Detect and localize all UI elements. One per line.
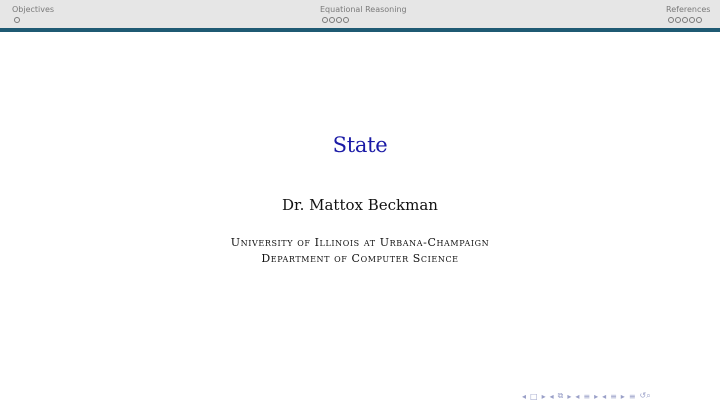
nav-sep-icon: ≡ <box>628 391 636 401</box>
frame-dot[interactable] <box>343 17 349 23</box>
nav-subsection-icon[interactable]: ⧉ <box>557 391 564 400</box>
nav-first-icon[interactable]: ◂ <box>522 391 527 401</box>
frame-dot[interactable] <box>14 17 20 23</box>
frame-dot[interactable] <box>682 17 688 23</box>
slide-institution: University of Illinois at Urbana-Champaign <box>230 236 490 249</box>
frame-dot[interactable] <box>696 17 702 23</box>
nav-section-icon[interactable]: ≡ <box>583 391 591 401</box>
nav-doc-next-icon[interactable]: ▸ <box>620 391 625 401</box>
nav-doc-prev-icon[interactable]: ◂ <box>602 391 607 401</box>
nav-section-prev-icon[interactable]: ◂ <box>575 391 580 401</box>
section-link-references[interactable]: References <box>666 5 711 14</box>
frame-dot[interactable] <box>322 17 328 23</box>
frame-dot[interactable] <box>675 17 681 23</box>
section-link-objectives[interactable]: Objectives <box>12 5 55 14</box>
header-rule <box>0 28 720 32</box>
nav-zoom-icon[interactable]: ↺⌕ <box>639 391 651 400</box>
section-link-equational-reasoning[interactable]: Equational Reasoning <box>320 5 407 14</box>
frame-dot[interactable] <box>329 17 335 23</box>
section-dots-equational-reasoning <box>322 17 349 23</box>
navigation-headline <box>0 0 720 28</box>
nav-section-next-icon[interactable]: ▸ <box>594 391 599 401</box>
nav-doc-icon[interactable]: ≡ <box>610 391 617 401</box>
slide-author: Dr. Mattox Beckman <box>282 196 438 214</box>
frame-dot[interactable] <box>668 17 674 23</box>
section-dots-objectives <box>14 17 20 23</box>
slide-department: Department of Computer Science <box>261 252 459 265</box>
frame-dot[interactable] <box>336 17 342 23</box>
nav-subsection-next-icon[interactable]: ▸ <box>567 391 572 401</box>
frame-dot[interactable] <box>689 17 695 23</box>
nav-frame-prev-icon[interactable]: □ <box>530 391 538 401</box>
nav-frame-next-icon[interactable]: ▸ <box>541 391 546 401</box>
section-dots-references <box>668 17 702 23</box>
beamer-navigation-symbols <box>522 391 651 401</box>
slide-title: State <box>332 133 388 157</box>
nav-subsection-prev-icon[interactable]: ◂ <box>549 391 554 401</box>
